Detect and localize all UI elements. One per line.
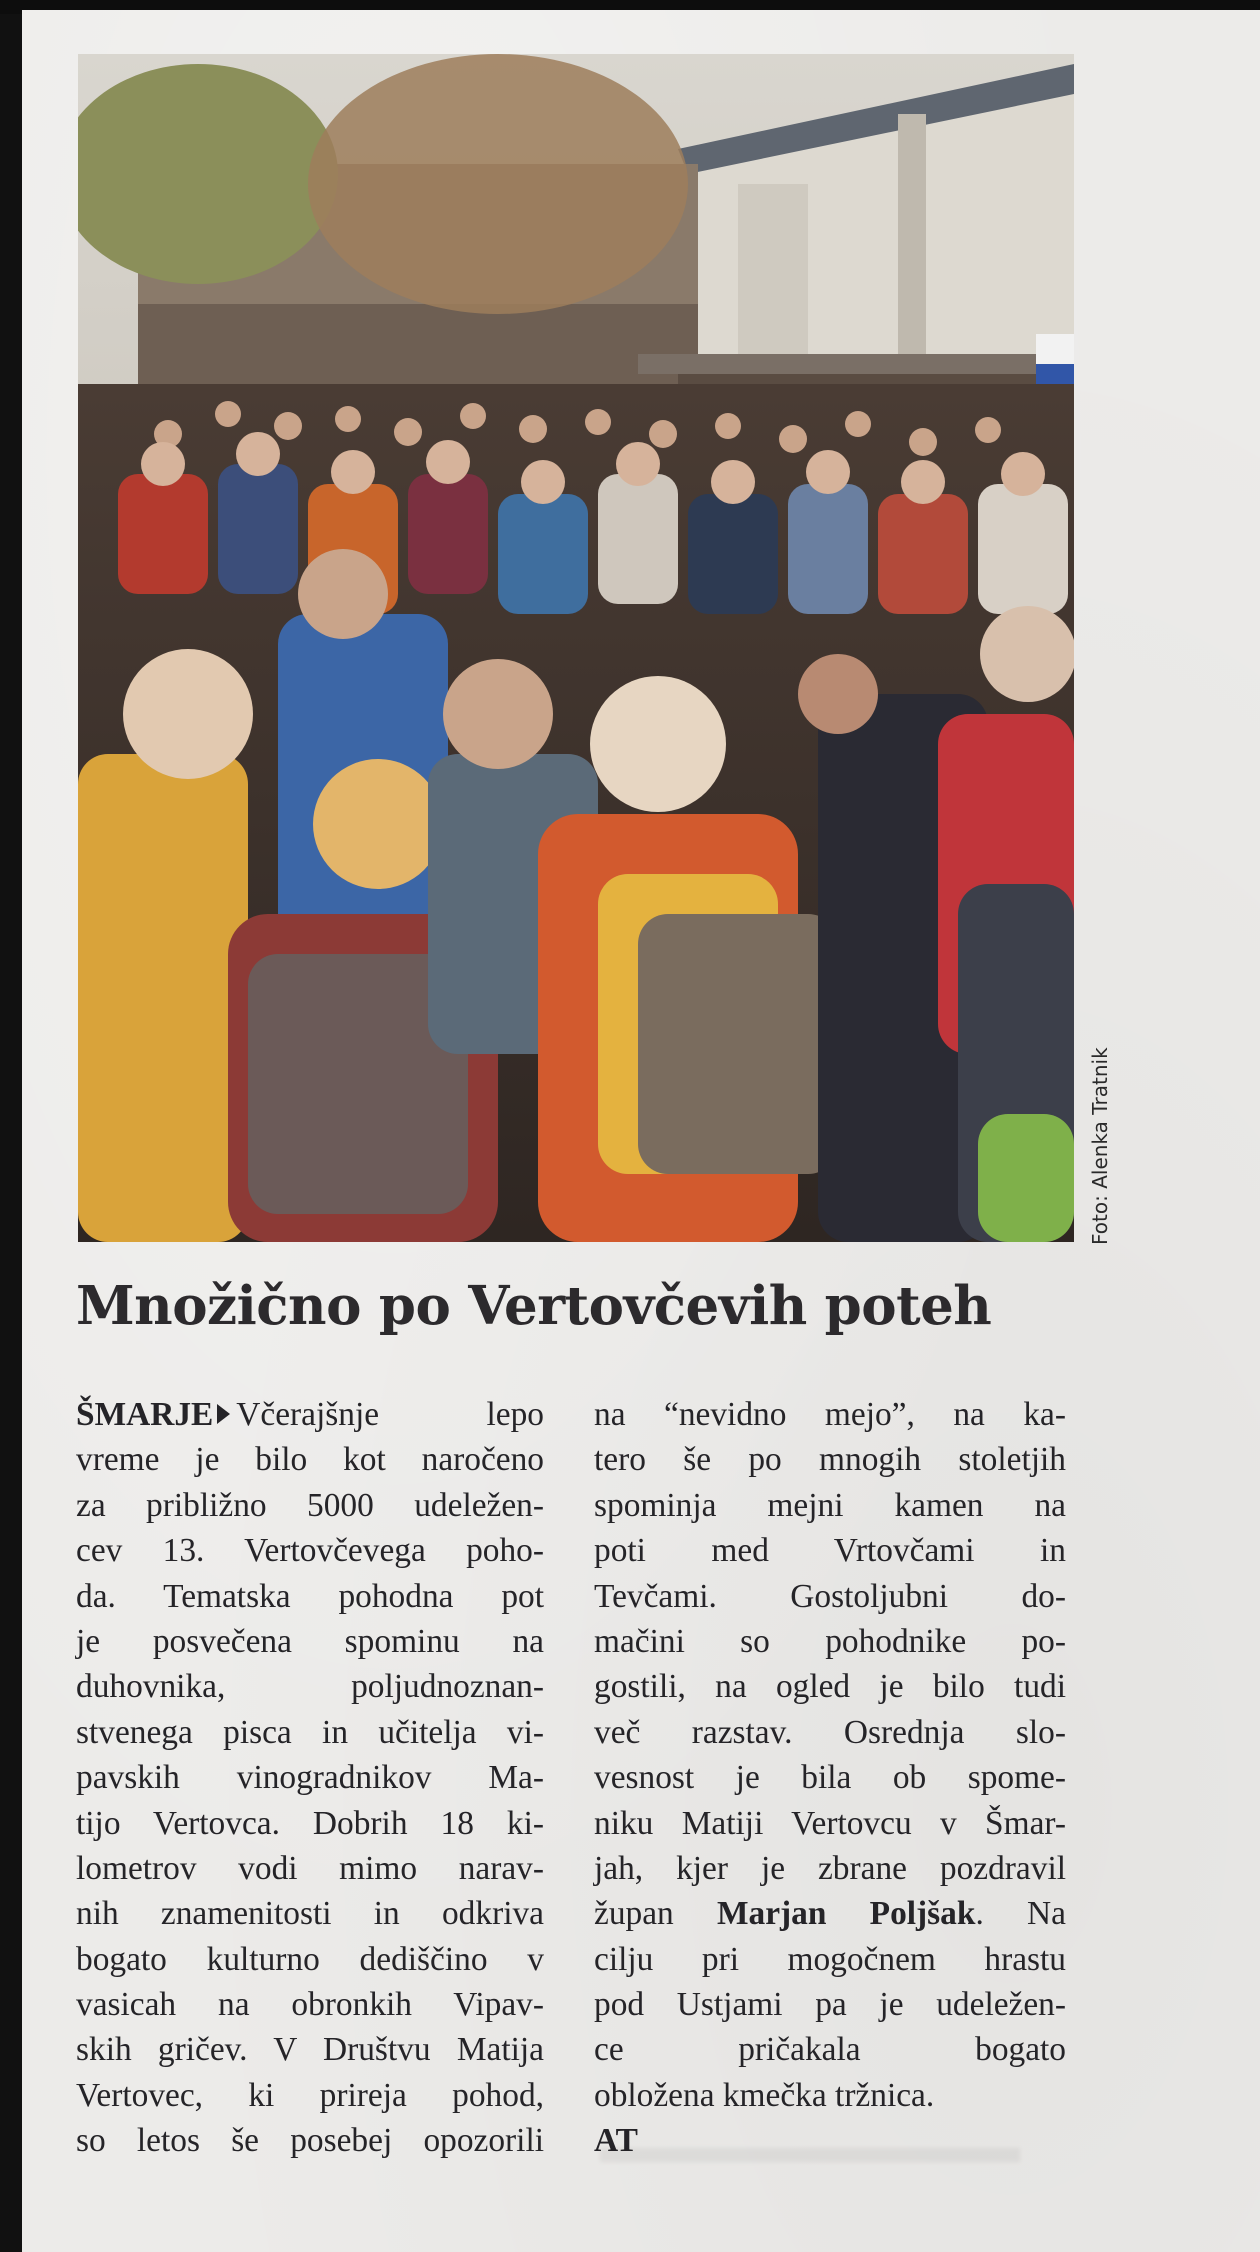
- body-line: cev 13. Vertovčevega poho-: [76, 1532, 544, 1570]
- body-line: pavskih vinogradnikov Ma-: [76, 1759, 544, 1797]
- triangle-bullet-icon: [217, 1404, 230, 1424]
- body-line: na “nevidno mejo”, na ka-: [594, 1396, 1066, 1433]
- photo-credit-text: Foto: Alenka Tratnik: [1088, 1047, 1112, 1245]
- byline: AT: [594, 2122, 638, 2160]
- body-line: lometrov vodi mimo narav-: [76, 1849, 544, 1887]
- body-line: spominja mejni kamen na: [594, 1486, 1066, 1524]
- body-line: vesnost je bila ob spome-: [594, 1759, 1066, 1797]
- body-line: gostili, na ogled je bilo tudi: [594, 1668, 1066, 1706]
- body-line: vasicah na obronkih Vipav-: [76, 1986, 544, 2024]
- article-body-left-column: [76, 1392, 544, 2164]
- body-line: duhovnika, poljudnoznan-: [76, 1668, 544, 1706]
- body-line: cilju pri mogočnem hrastu: [594, 1940, 1066, 1978]
- body-line: več razstav. Osrednja slo-: [594, 1713, 1066, 1751]
- article-photo: [78, 54, 1074, 1242]
- body-line: župan Marjan Poljšak. Na: [594, 1895, 1066, 1933]
- photo-credit: [1080, 1025, 1120, 1245]
- body-line: vreme je bilo kot naročeno: [76, 1441, 544, 1479]
- body-line: tero še po mnogih stoletjih: [594, 1441, 1066, 1479]
- article-headline: Množično po Vertovčevih poteh: [76, 1275, 992, 1337]
- body-line: stvenega pisca in učitelja vi-: [76, 1713, 544, 1751]
- body-line: za približno 5000 udeležen-: [76, 1486, 544, 1524]
- body-line: niku Matiji Vertovcu v Šmar-: [594, 1804, 1066, 1842]
- article-body-right-column: [594, 1392, 1066, 2164]
- body-line: bogato kulturno dediščino v: [76, 1940, 544, 1978]
- dateline: ŠMARJE: [76, 1396, 214, 1433]
- body-line: je posvečena spominu na: [76, 1622, 544, 1660]
- body-line: [76, 1392, 544, 1437]
- body-line: poti med Vrtovčami in: [594, 1532, 1066, 1570]
- body-line-text: Včerajšnje lepo: [236, 1396, 544, 1433]
- body-line: jah, kjer je zbrane pozdravil: [594, 1849, 1066, 1887]
- body-line: pod Ustjami pa je udeležen-: [594, 1986, 1066, 2024]
- body-line: nih znamenitosti in odkriva: [76, 1895, 544, 1933]
- mayor-name: Marjan Poljšak: [717, 1895, 976, 1933]
- body-line: Tevčami. Gostoljubni do-: [594, 1577, 1066, 1615]
- body-line: da. Tematska pohodna pot: [76, 1577, 544, 1615]
- body-line: mačini so pohodnike po-: [594, 1622, 1066, 1660]
- body-line: obložena kmečka tržnica.: [594, 2076, 935, 2114]
- body-line: tijo Vertovca. Dobrih 18 ki-: [76, 1804, 544, 1842]
- body-line: skih gričev. V Društvu Matija: [76, 2031, 544, 2069]
- crowd-photo-image: [78, 54, 1074, 1242]
- print-bleed-through: [600, 2148, 1020, 2162]
- body-line: so letos še posebej opozorili: [76, 2122, 544, 2160]
- body-line: Vertovec, ki prireja pohod,: [76, 2076, 544, 2114]
- body-line: ce pričakala bogato: [594, 2031, 1066, 2069]
